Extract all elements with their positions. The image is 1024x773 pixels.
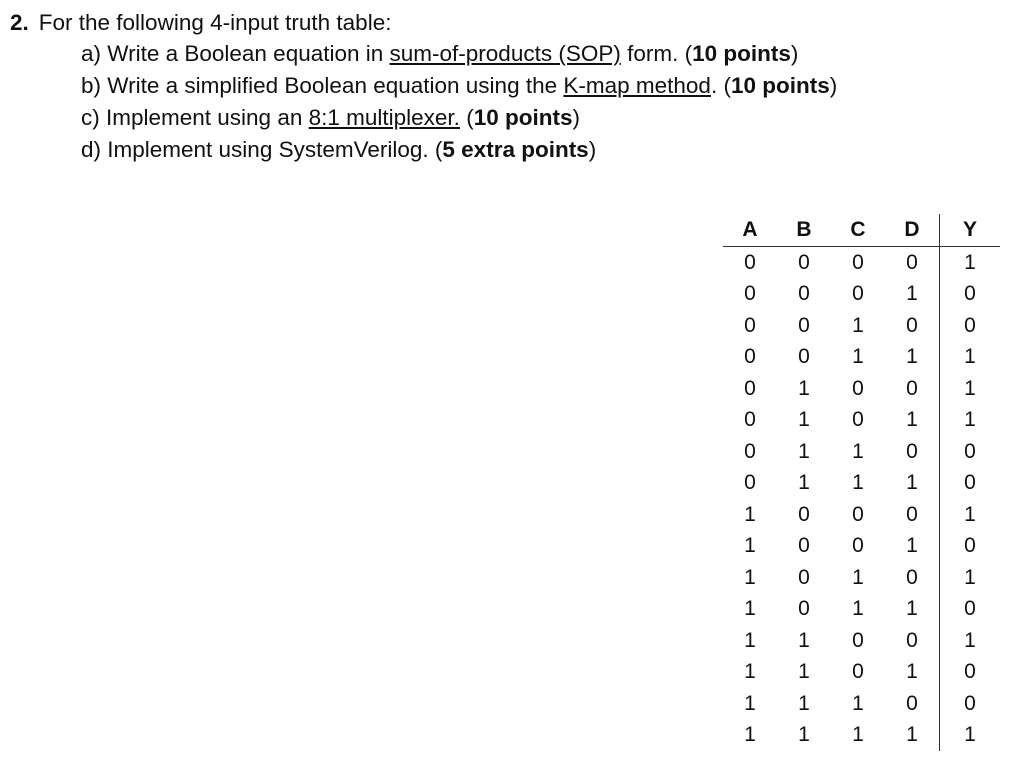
part-text: ) bbox=[829, 73, 838, 98]
part-emphasis: 8:1 multiplexer. bbox=[308, 105, 460, 130]
table-row bbox=[723, 310, 1000, 342]
part-emphasis: sum-of-products (SOP) bbox=[389, 41, 621, 66]
cell-a: 0 bbox=[744, 282, 756, 305]
cell-y: 0 bbox=[964, 660, 976, 683]
question-number: 2. bbox=[10, 10, 29, 35]
part-points: 5 extra points bbox=[442, 137, 589, 162]
table-row bbox=[723, 688, 1000, 720]
header-a: A bbox=[723, 214, 777, 246]
cell-y: 0 bbox=[964, 534, 976, 557]
cell-d: 1 bbox=[885, 656, 940, 688]
cell-c: 1 bbox=[852, 471, 864, 494]
cell-a: 1 bbox=[744, 723, 756, 746]
cell-a: 0 bbox=[744, 408, 756, 431]
table-row bbox=[723, 278, 1000, 310]
truth-table bbox=[723, 214, 1000, 751]
part-points: 10 points bbox=[473, 105, 573, 130]
part-text: d) Implement using SystemVerilog. ( bbox=[81, 137, 443, 162]
cell-c: 1 bbox=[852, 565, 864, 589]
question-block bbox=[10, 8, 1010, 166]
question-header bbox=[10, 8, 1010, 38]
header-d: D bbox=[885, 214, 940, 246]
part-text: . ( bbox=[710, 73, 731, 98]
cell-c: 1 bbox=[852, 345, 864, 368]
cell-a: 1 bbox=[744, 565, 756, 589]
cell-b: 0 bbox=[798, 345, 810, 368]
cell-y: 1 bbox=[964, 628, 976, 652]
cell-b: 0 bbox=[798, 565, 810, 589]
cell-y: 1 bbox=[964, 502, 976, 526]
part-text: ) bbox=[572, 105, 580, 130]
cell-c: 1 bbox=[852, 691, 864, 715]
cell-d: 0 bbox=[885, 562, 940, 594]
table-row bbox=[723, 404, 1000, 436]
cell-a: 1 bbox=[744, 597, 756, 620]
question-parts bbox=[81, 38, 1010, 166]
part-text: ) bbox=[790, 41, 799, 66]
cell-a: 1 bbox=[744, 502, 756, 526]
part-b bbox=[81, 70, 1010, 102]
table-row bbox=[723, 656, 1000, 688]
cell-d: 0 bbox=[885, 499, 940, 531]
cell-b: 1 bbox=[798, 408, 810, 431]
cell-y: 0 bbox=[964, 282, 976, 305]
cell-b: 0 bbox=[798, 313, 810, 337]
truth-table-header-row bbox=[723, 214, 1000, 246]
cell-b: 1 bbox=[798, 628, 810, 652]
cell-y: 0 bbox=[964, 313, 976, 337]
cell-d: 0 bbox=[885, 246, 940, 278]
cell-b: 1 bbox=[798, 471, 810, 494]
part-emphasis: K-map method bbox=[563, 73, 711, 98]
cell-a: 1 bbox=[744, 691, 756, 715]
part-text: b) Write a simplified Boolean equation using the bbox=[81, 73, 564, 98]
cell-c: 0 bbox=[852, 250, 864, 274]
part-text: c) Implement using an bbox=[81, 105, 309, 130]
cell-d: 0 bbox=[885, 373, 940, 405]
part-text: ( bbox=[459, 105, 474, 130]
cell-d: 1 bbox=[885, 341, 940, 373]
part-text: a) Write a Boolean equation in bbox=[81, 41, 390, 66]
table-row bbox=[723, 499, 1000, 531]
part-points: 10 points bbox=[692, 41, 791, 66]
part-points: 10 points bbox=[730, 73, 830, 98]
cell-b: 1 bbox=[798, 723, 810, 746]
cell-a: 0 bbox=[744, 471, 756, 494]
table-row bbox=[723, 625, 1000, 657]
cell-d: 1 bbox=[885, 467, 940, 499]
cell-a: 0 bbox=[744, 439, 756, 463]
table-row bbox=[723, 246, 1000, 278]
cell-b: 0 bbox=[798, 250, 810, 274]
table-row bbox=[723, 593, 1000, 625]
cell-y: 1 bbox=[964, 376, 976, 400]
cell-y: 0 bbox=[964, 597, 976, 620]
cell-d: 1 bbox=[885, 593, 940, 625]
cell-c: 1 bbox=[852, 313, 864, 337]
cell-a: 1 bbox=[744, 534, 756, 557]
cell-a: 0 bbox=[744, 313, 756, 337]
part-c bbox=[81, 102, 1010, 134]
cell-b: 0 bbox=[798, 502, 810, 526]
cell-d: 1 bbox=[885, 404, 940, 436]
cell-a: 0 bbox=[744, 376, 756, 400]
table-row bbox=[723, 467, 1000, 499]
header-y: Y bbox=[940, 214, 1001, 246]
cell-c: 0 bbox=[852, 628, 864, 652]
cell-c: 0 bbox=[852, 282, 864, 305]
cell-y: 1 bbox=[964, 408, 976, 431]
part-a bbox=[81, 38, 1010, 70]
cell-c: 0 bbox=[852, 376, 864, 400]
cell-d: 0 bbox=[885, 688, 940, 720]
truth-table-body bbox=[723, 246, 1000, 751]
cell-b: 1 bbox=[798, 439, 810, 463]
cell-a: 1 bbox=[744, 628, 756, 652]
cell-y: 1 bbox=[964, 250, 976, 274]
cell-b: 1 bbox=[798, 660, 810, 683]
table-row bbox=[723, 341, 1000, 373]
cell-y: 1 bbox=[964, 345, 976, 368]
part-text: ) bbox=[588, 137, 597, 162]
cell-c: 1 bbox=[852, 723, 864, 746]
cell-y: 0 bbox=[964, 691, 976, 715]
cell-c: 0 bbox=[852, 502, 864, 526]
cell-y: 0 bbox=[964, 471, 976, 494]
table-row bbox=[723, 373, 1000, 405]
cell-y: 1 bbox=[964, 723, 976, 746]
cell-c: 0 bbox=[852, 534, 864, 557]
cell-y: 1 bbox=[964, 565, 976, 589]
cell-d: 0 bbox=[885, 310, 940, 342]
cell-c: 0 bbox=[852, 408, 864, 431]
cell-b: 0 bbox=[798, 534, 810, 557]
cell-d: 0 bbox=[885, 436, 940, 468]
header-c: C bbox=[831, 214, 885, 246]
cell-b: 0 bbox=[798, 597, 810, 620]
cell-d: 1 bbox=[885, 719, 940, 751]
cell-a: 1 bbox=[744, 660, 756, 683]
cell-b: 0 bbox=[798, 282, 810, 305]
cell-d: 1 bbox=[885, 278, 940, 310]
cell-c: 1 bbox=[852, 439, 864, 463]
cell-y: 0 bbox=[964, 439, 976, 463]
cell-c: 0 bbox=[852, 660, 864, 683]
part-text: form. ( bbox=[620, 41, 693, 66]
cell-b: 1 bbox=[798, 691, 810, 715]
question-prompt: For the following 4-input truth table: bbox=[38, 10, 392, 35]
table-row bbox=[723, 436, 1000, 468]
table-row bbox=[723, 530, 1000, 562]
table-row bbox=[723, 562, 1000, 594]
cell-a: 0 bbox=[744, 345, 756, 368]
cell-d: 1 bbox=[885, 530, 940, 562]
cell-b: 1 bbox=[798, 376, 810, 400]
cell-d: 0 bbox=[885, 625, 940, 657]
part-d bbox=[81, 134, 1010, 166]
cell-a: 0 bbox=[744, 250, 756, 274]
table-row bbox=[723, 719, 1000, 751]
cell-c: 1 bbox=[852, 597, 864, 620]
header-b: B bbox=[777, 214, 831, 246]
